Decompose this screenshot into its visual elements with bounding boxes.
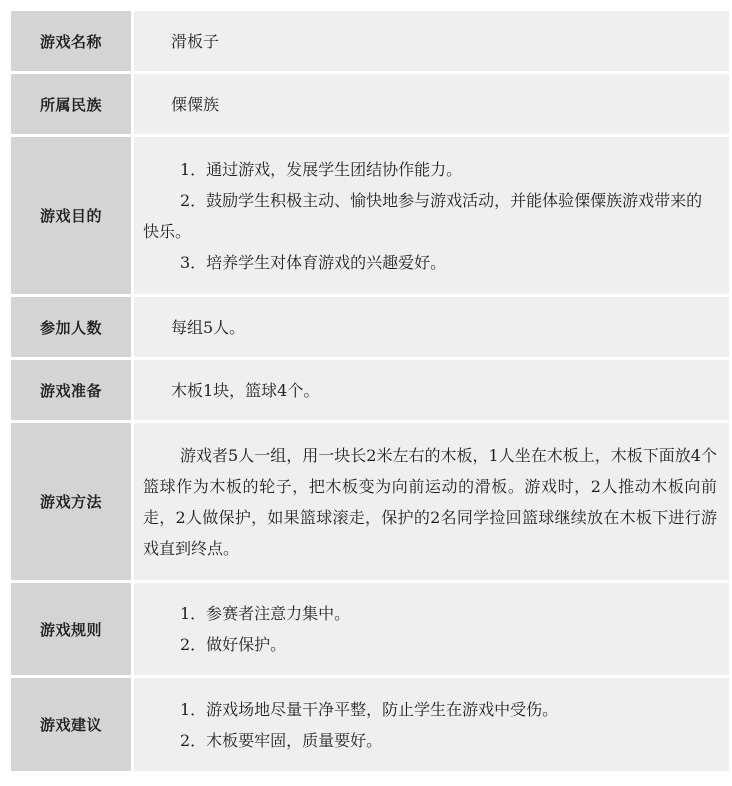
table-row-ethnic-group <box>11 74 729 137</box>
preparation-value: 木板1块，篮球4个。 <box>171 380 320 400</box>
row-content <box>134 423 729 580</box>
game-name-value: 滑板子 <box>171 31 220 51</box>
row-label: 所属民族 <box>11 74 131 134</box>
row-content <box>134 297 729 357</box>
table-row-method <box>11 423 729 583</box>
list-item: 3．培养学生对体育游戏的兴趣爱好。 <box>180 252 447 272</box>
list-item: 2．木板要牢固，质量要好。 <box>180 730 383 750</box>
participants-value: 每组5人。 <box>171 317 246 337</box>
table-row-preparation <box>11 360 729 423</box>
ethnic-group-value: 傈僳族 <box>171 94 220 114</box>
table-row-suggestions <box>11 678 729 771</box>
table-row-game-name <box>11 11 729 74</box>
row-label: 游戏目的 <box>11 137 131 294</box>
row-label: 参加人数 <box>11 297 131 357</box>
row-content <box>134 74 729 134</box>
table-row-participants <box>11 297 729 360</box>
row-label: 游戏准备 <box>11 360 131 420</box>
list-item: 2．做好保护。 <box>180 635 287 654</box>
row-content <box>134 360 729 420</box>
table-row-rules <box>11 583 729 678</box>
row-content <box>134 678 729 771</box>
method-paragraph: 游戏者5人一组，用一块长2米左右的木板，1人坐在木板上，木板下面放4个篮球作为木板的轮子，把木板变为向前运动的滑板。游戏时，2人推动木板向前走，2人做保护，如果篮球滚走，保护的2名同学捡回篮球继续放在木板下进行游戏直到终点。 <box>143 445 717 558</box>
row-content <box>134 583 729 675</box>
game-info-table <box>11 11 729 771</box>
row-label: 游戏方法 <box>11 423 131 580</box>
row-content <box>134 11 729 71</box>
row-content <box>134 137 729 294</box>
list-item: 2．鼓励学生积极主动、愉快地参与游戏活动，并能体验傈僳族游戏带来的快乐。 <box>143 190 703 241</box>
table-row-purpose <box>11 137 729 297</box>
row-label: 游戏名称 <box>11 11 131 71</box>
row-label: 游戏建议 <box>11 678 131 771</box>
row-label: 游戏规则 <box>11 583 131 675</box>
list-item: 1．参赛者注意力集中。 <box>180 604 351 623</box>
list-item: 1．通过游戏，发展学生团结协作能力。 <box>180 159 463 179</box>
list-item: 1．游戏场地尽量干净平整，防止学生在游戏中受伤。 <box>180 699 559 719</box>
